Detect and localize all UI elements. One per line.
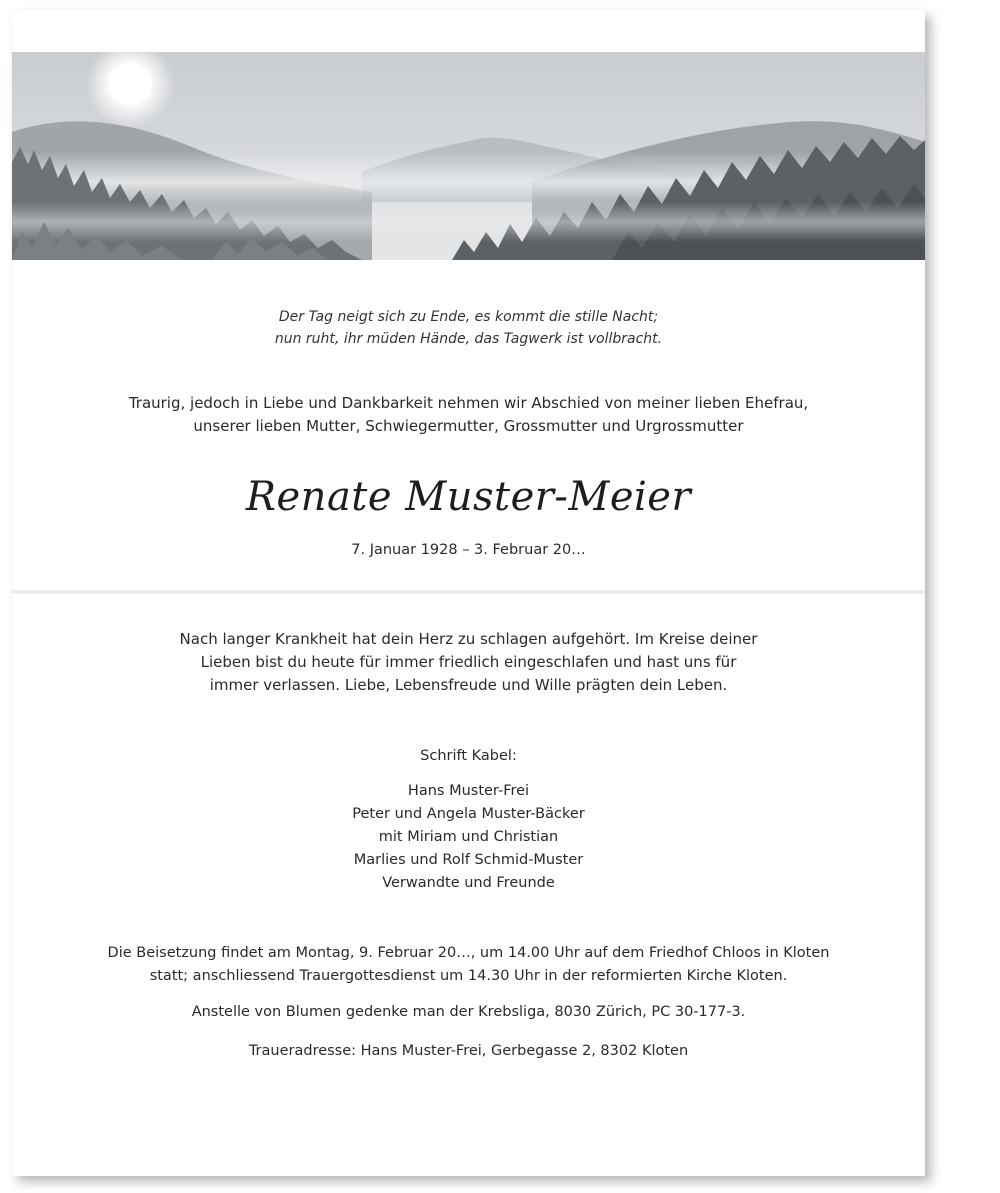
memorial-paragraph bbox=[12, 628, 925, 697]
burial-info bbox=[12, 942, 925, 988]
burial-line: statt; anschliessend Trauergottesdienst um 14.30 Uhr in der reformierten Kirche Kloten. bbox=[149, 968, 788, 984]
mourning-address: Traueradresse: Hans Muster-Frei, Gerbegasse 2, 8302 Kloten bbox=[248, 1043, 689, 1059]
signer: Hans Muster-Frei bbox=[407, 783, 530, 799]
paragraph-line: Nach langer Krankheit hat dein Herz zu schlagen aufgehört. Im Kreise deiner bbox=[179, 630, 758, 648]
paragraph-line: Lieben bist du heute für immer friedlich eingeschlafen und hast uns für bbox=[200, 653, 737, 671]
intro-line: Traurig, jedoch in Liebe und Dankbarkeit nehmen wir Abschied von meiner lieben Ehefrau, bbox=[128, 394, 809, 412]
quote-line: Der Tag neigt sich zu Ende, es kommt die stille Nacht; bbox=[278, 309, 659, 325]
donation-note: Anstelle von Blumen gedenke man der Krebsliga, 8030 Zürich, PC 30-177-3. bbox=[191, 1004, 746, 1020]
intro-line: unserer lieben Mutter, Schwiegermutter, Grossmutter und Urgrossmutter bbox=[193, 417, 744, 435]
signer: Marlies und Rolf Schmid-Muster bbox=[353, 852, 584, 868]
signer: Verwandte und Freunde bbox=[382, 875, 555, 891]
quote-line: nun ruht, ihr müden Hände, das Tagwerk ist vollbracht. bbox=[274, 331, 663, 347]
intro-text bbox=[12, 392, 925, 438]
life-dates: 7. Januar 1928 – 3. Februar 20… bbox=[351, 542, 586, 558]
signature-heading: Schrift Kabel: bbox=[420, 748, 517, 764]
landscape-banner bbox=[12, 52, 925, 260]
signers-list bbox=[12, 780, 925, 895]
signer: mit Miriam und Christian bbox=[378, 829, 559, 845]
obituary-card bbox=[12, 10, 925, 1176]
misty-forest-image bbox=[12, 52, 925, 260]
deceased-name: Renate Muster-Meier bbox=[245, 474, 692, 520]
paragraph-line: immer verlassen. Liebe, Lebensfreude und Wille prägten dein Leben. bbox=[209, 676, 728, 694]
burial-line: Die Beisetzung findet am Montag, 9. Februar 20…, um 14.00 Uhr auf dem Friedhof Chloos in Kloten bbox=[107, 945, 830, 961]
fold-line bbox=[12, 590, 925, 594]
signer: Peter und Angela Muster-Bäcker bbox=[352, 806, 585, 822]
quote-verse bbox=[12, 306, 925, 350]
